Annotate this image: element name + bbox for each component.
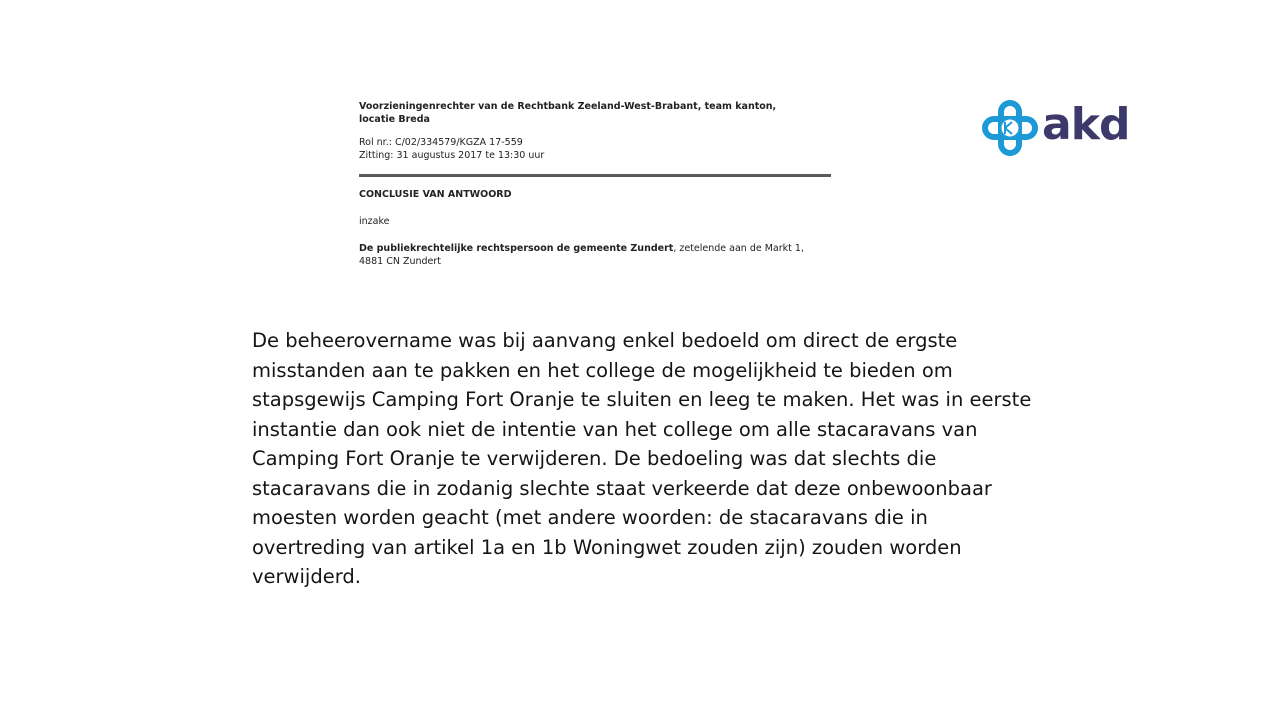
- quote-line: overtreding van artikel 1a en 1b Woningwet zouden zijn) zouden worden: [252, 535, 962, 559]
- hearing-date: Zitting: 31 augustus 2017 te 13:30 uur: [359, 150, 545, 161]
- quote-line: verwijderd.: [252, 565, 361, 588]
- document-header: [359, 100, 839, 268]
- quote-line: instantie dan ook niet de intentie van het college om alle stacaravans van: [252, 417, 978, 441]
- quote-line: stacaravans die in zodanig slechte staat verkeerde dat deze onbewoonbaar: [252, 476, 992, 500]
- quote-line: Camping Fort Oranje te verwijderen. De bedoeling was dat slechts die: [252, 447, 937, 470]
- court-line-2: locatie Breda: [359, 114, 430, 125]
- quote-block: [252, 326, 1082, 592]
- document-title: CONCLUSIE VAN ANTWOORD: [359, 189, 512, 200]
- quote-line: stapsgewijs Camping Fort Oranje te sluiten en leeg te maken. Het was in eerste: [252, 388, 1032, 411]
- header-divider: [359, 174, 831, 177]
- akd-cross-icon: [982, 100, 1038, 156]
- quote-line: moesten worden geacht (met andere woorden: de stacaravans die in: [252, 506, 928, 529]
- case-meta: [359, 136, 839, 162]
- party-address: , zetelende aan de Markt 1,: [673, 243, 804, 254]
- party-postal: 4881 CN Zundert: [359, 256, 442, 267]
- court-name: [359, 100, 839, 126]
- quote-line: De beheerovername was bij aanvang enkel bedoeld om direct de ergste: [252, 329, 958, 352]
- court-line-1: Voorzieningenrechter van de Rechtbank Zeeland-West-Brabant, team kanton,: [359, 101, 777, 112]
- logo-text: akd: [1042, 98, 1130, 150]
- quote-line: misstanden aan te pakken en het college de mogelijkheid te bieden om: [252, 358, 953, 382]
- inzake-label: inzake: [359, 216, 390, 227]
- akd-logo: [982, 100, 1132, 156]
- rol-number: Rol nr.: C/02/334579/KGZA 17-559: [359, 137, 523, 148]
- party-block: [359, 242, 839, 268]
- party-name: De publiekrechtelijke rechtspersoon de gemeente Zundert: [359, 243, 674, 254]
